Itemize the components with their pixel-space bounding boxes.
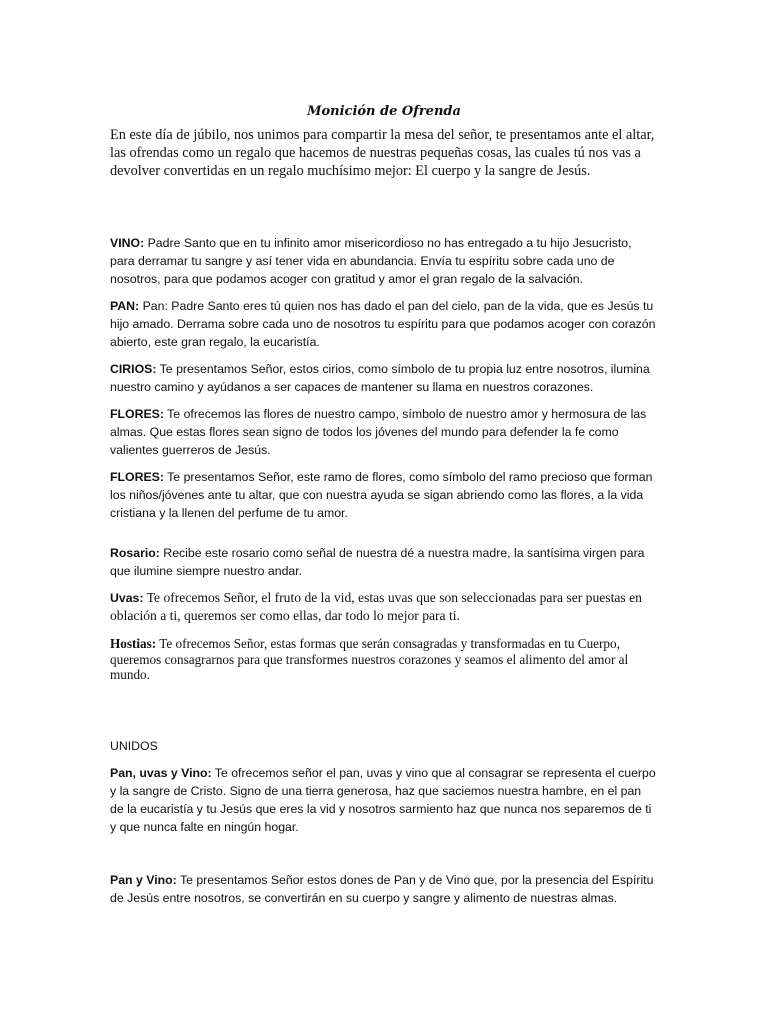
section-label: Pan, uvas y Vino: (110, 766, 212, 780)
section-label: VINO: (110, 236, 145, 250)
section-label: Uvas: (110, 591, 144, 605)
section-text: Te presentamos Señor estos dones de Pan y de Vino que, por la presencia del Espíritu de Jesús entre nosotros, se convertirán en su cuerpo y sangre y alimento de nuestras almas. (110, 873, 654, 905)
section-unidos-heading: UNIDOS (110, 739, 158, 753)
section-label: PAN: (110, 299, 140, 313)
section-text: Te ofrecemos Señor, el fruto de la vid, estas uvas que son seleccionadas para ser puestas en oblación a ti, queremos ser como ellas, dar todo lo mejor para ti. (110, 590, 642, 623)
section-pan-vino (110, 871, 658, 907)
section-text: Te ofrecemos señor el pan, uvas y vino que al consagrar se representa el cuerpo y la sangre de Cristo. Signo de una tierra generosa, haz que saciemos nuestra hambre, en el pan de la eucaristía y tu Jesús que eres la vid y nosotros sarmiento haz que nunca nos separemos de ti y que nunca falte en ningún hogar. (110, 766, 656, 834)
section-label: CIRIOS: (110, 362, 157, 376)
section-flores-2 (110, 468, 658, 522)
section-label: Pan y Vino: (110, 873, 177, 887)
section-vino (110, 234, 658, 288)
section-label: Rosario: (110, 546, 160, 560)
section-text: Te ofrecemos las flores de nuestro campo, símbolo de nuestro amor y hermosura de las almas. Que estas flores sean signo de todos los jóvenes del mundo para defender la fe como valientes guerreros de Jesús. (110, 407, 647, 457)
section-text: Pan: Padre Santo eres tú quien nos has dado el pan del cielo, pan de la vida, que es Jesús tu hijo amado. Derrama sobre cada uno de nosotros tu espíritu para que podamos acoger con corazón abierto, este gran regalo, la eucaristía. (110, 299, 656, 349)
section-pan-uvas-vino (110, 764, 658, 836)
section-rosario (110, 544, 658, 580)
section-text: Te ofrecemos Señor, estas formas que serán consagradas y transformadas en tu Cuerpo, queremos consagrarnos para que transformes nuestros corazones y seamos el alimento del amor al mundo. (110, 636, 629, 682)
section-label: FLORES: (110, 470, 164, 484)
document-title: Monición de Ofrenda (307, 104, 461, 119)
section-label: FLORES: (110, 407, 164, 421)
section-pan (110, 297, 658, 351)
section-text: Te presentamos Señor, estos cirios, como símbolo de tu propia luz entre nosotros, ilumina nuestro camino y ayúdanos a ser capaces de mantener su llama en nuestros corazones. (110, 362, 650, 394)
section-hostias (110, 636, 670, 683)
intro-paragraph: En este día de júbilo, nos unimos para compartir la mesa del señor, te presentamos ante el altar, las ofrendas como un regalo que hacemos de nuestras pequeñas cosas, las cuales tú nos vas a devolver convertidas en un regalo muchísimo mejor: El cuerpo y la sangre de Jesús. (110, 127, 655, 179)
section-uvas (110, 589, 658, 625)
section-text: Te presentamos Señor, este ramo de flores, como símbolo del ramo precioso que forman los niños/jóvenes ante tu altar, que con nuestra ayuda se sigan abriendo como las flores, a la vida cristiana y la llenen del perfume de tu amor. (110, 470, 653, 520)
section-text: Padre Santo que en tu infinito amor misericordioso no has entregado a tu hijo Jesucristo, para derramar tu sangre y así tener vida en abundancia. Envía tu espíritu sobre cada uno de nosotros, para que podamos acoger con gratitud y amor el gran regalo de la salvación. (110, 236, 632, 286)
section-text: Recibe este rosario como señal de nuestra dé a nuestra madre, la santísima virgen para que ilumine siempre nuestro andar. (110, 546, 645, 578)
section-label: Hostias: (110, 636, 157, 651)
section-flores-1 (110, 405, 658, 459)
section-cirios (110, 360, 658, 396)
